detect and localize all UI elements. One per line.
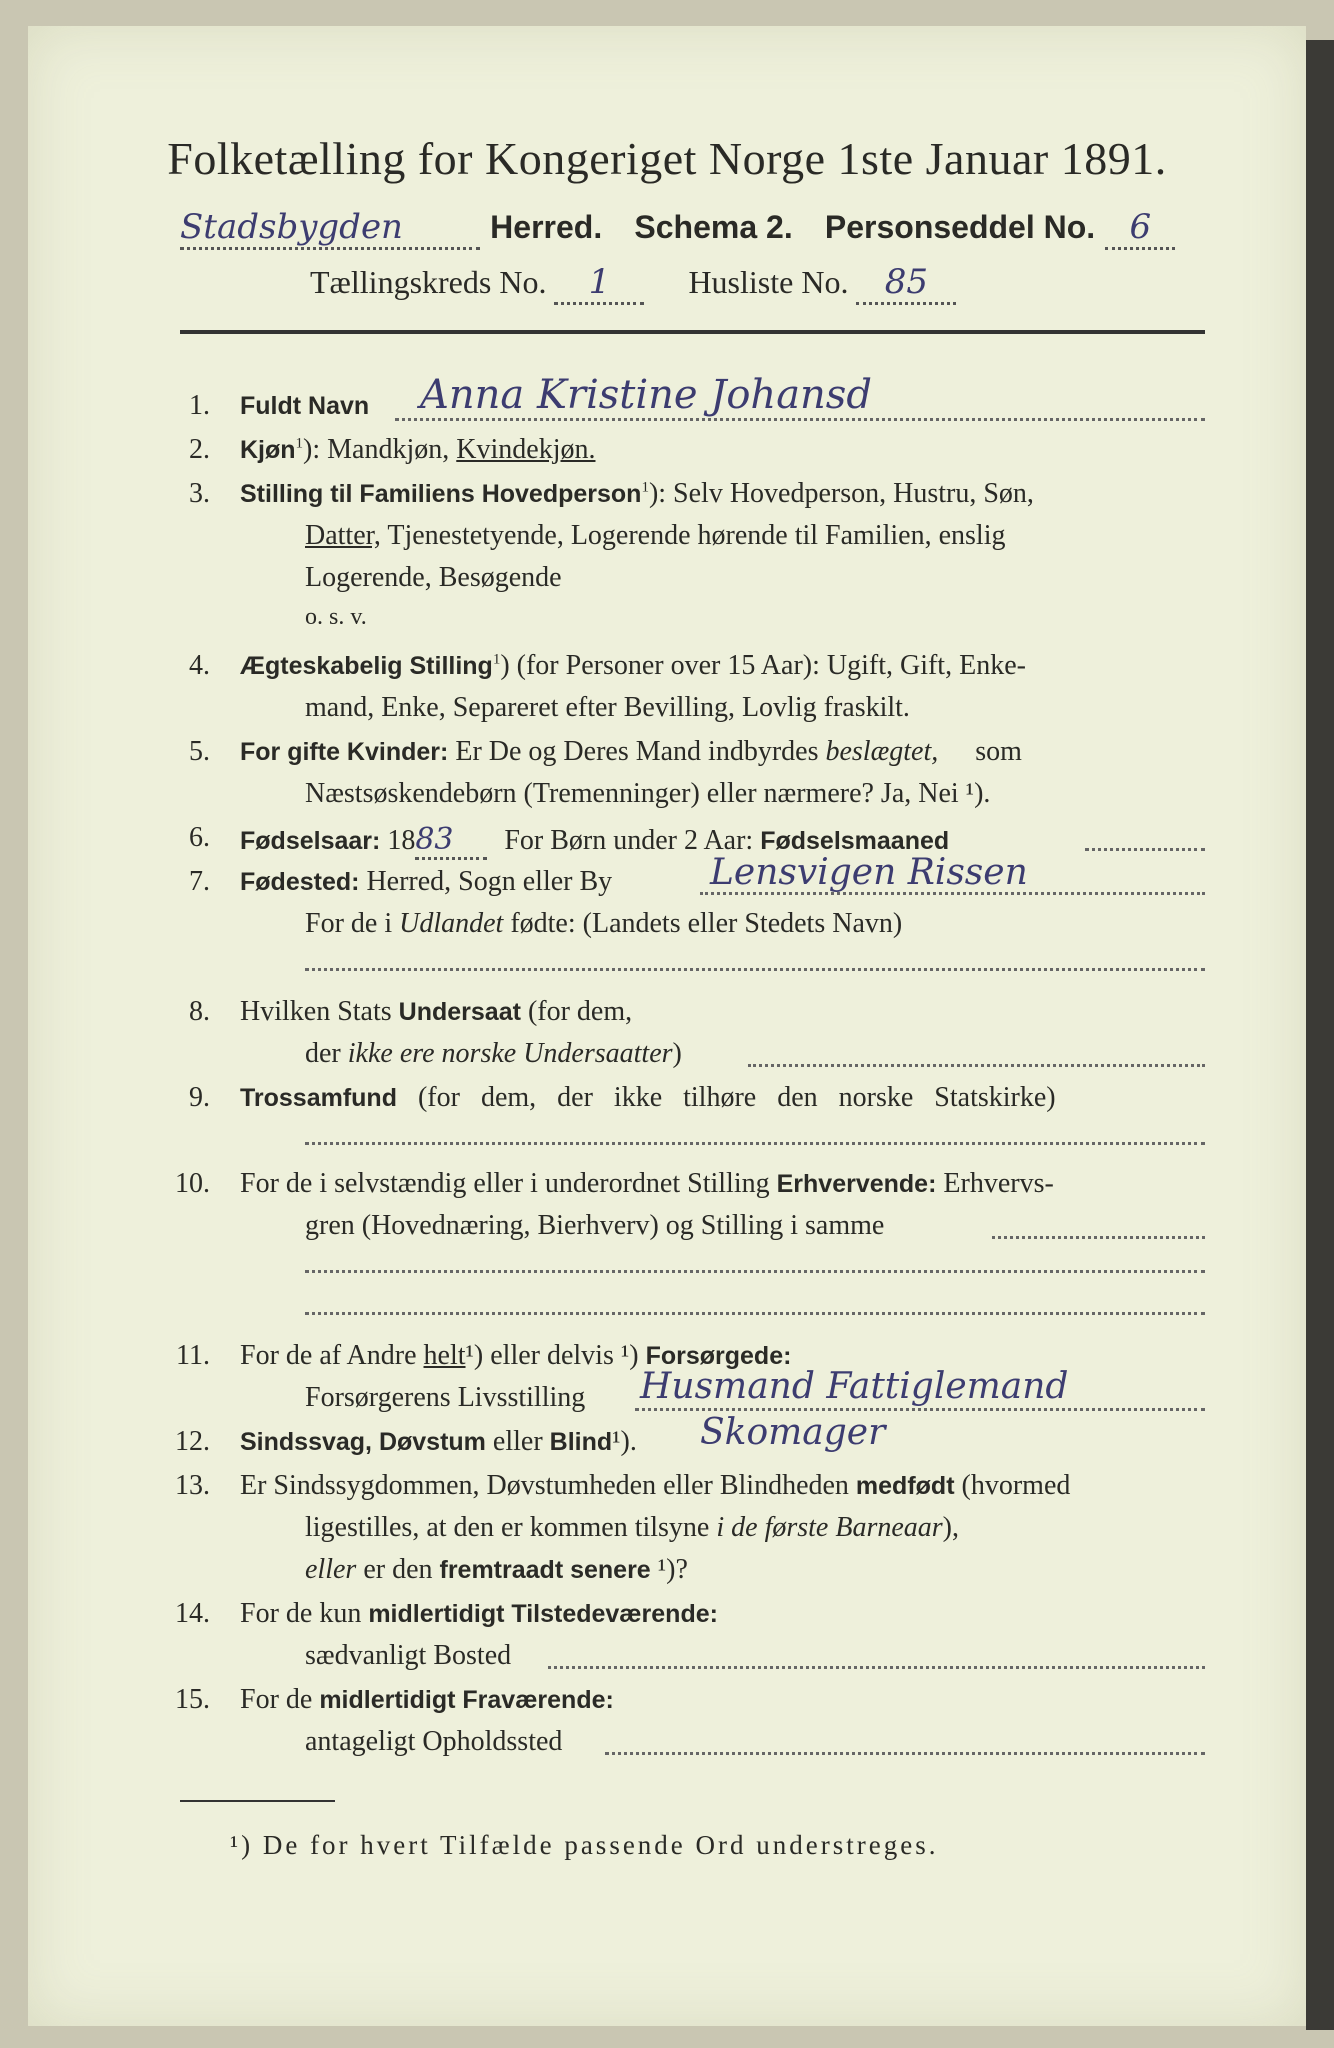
q2-number: 2. — [189, 434, 210, 465]
q14-number: 14. — [175, 1598, 210, 1629]
q15-text-2: antageligt Opholdssted — [305, 1726, 563, 1757]
herred-line — [180, 207, 1175, 250]
q3-text-1: Stilling til Familiens Hovedperson$^1$): Selv Hovedperson, Hustru, Søn, — [240, 478, 1034, 509]
q14-text-2: sædvanligt Bosted — [305, 1640, 512, 1671]
q14-text-1: For de kun midlertidigt Tilstedeværende: — [240, 1598, 718, 1629]
q7-text-2: For de i Udlandet fødte: (Landets eller Stedets Navn) — [305, 908, 903, 939]
q8-number: 8. — [189, 996, 210, 1027]
q15-label: midlertidigt Fraværende: — [319, 1686, 614, 1714]
q13-text-1: Er Sindssygdommen, Døvstumheden eller Blindheden medfødt (hvormed — [240, 1470, 1071, 1501]
q5-text-2: Næstsøskendebørn (Tremenninger) eller nærmere? Ja, Nei ¹). — [305, 778, 991, 809]
q3-selected: Datter, — [305, 520, 381, 551]
q12-value: Skomager — [700, 1412, 886, 1453]
q7-value: Lensvigen Rissen — [710, 852, 1028, 893]
q10-number: 10. — [175, 1168, 210, 1199]
q2-label: Kjøn — [240, 436, 296, 464]
q7-line — [700, 892, 1205, 895]
q8-line — [748, 1064, 1205, 1067]
footnote-rule — [180, 1800, 335, 1802]
q11-value: Husmand Fattiglemand — [640, 1366, 1069, 1407]
q15-number: 15. — [175, 1684, 210, 1715]
q1-number: 1. — [189, 390, 210, 421]
q13-text-2: ligestilles, at den er kommen tilsyne i de første Barneaar), — [305, 1512, 959, 1543]
q1-label: Fuldt Navn — [240, 392, 370, 420]
q7-text-1: Fødested: Herred, Sogn eller By — [240, 866, 613, 897]
taellingskreds-value: 1 — [554, 262, 644, 305]
q8-text-1: Hvilken Stats Undersaat (for dem, — [240, 996, 633, 1027]
q11-text-2: Forsørgerens Livsstilling — [305, 1382, 586, 1413]
q7-line-2 — [305, 968, 1205, 971]
q10-label: Erhvervende: — [776, 1170, 937, 1198]
q6-line — [1085, 848, 1205, 851]
q6-text: Fødselsaar: 1883 For Børn under 2 Aar: Fødselsmaaned — [240, 822, 949, 860]
q13-label: medfødt — [855, 1472, 955, 1500]
q15-text-1: For de midlertidigt Fraværende: — [240, 1684, 614, 1715]
q14-label: midlertidigt Tilstedeværende: — [368, 1600, 718, 1628]
q5-text-1: For gifte Kvinder: Er De og Deres Mand indbyrdes beslægtet, som — [240, 736, 1022, 767]
q6-label: Fødselsaar: — [240, 827, 381, 855]
q7-number: 7. — [189, 866, 210, 897]
q11-line — [635, 1408, 1205, 1411]
q9-label: Trossamfund — [240, 1084, 397, 1112]
q4-text-1: Ægteskabelig Stilling$^1$) (for Personer over 15 Aar): Ugift, Gift, Enke- — [240, 650, 1026, 681]
q14-line — [548, 1666, 1205, 1669]
q3-text-3: Logerende, Besøgende — [305, 562, 562, 593]
personseddel-label: Personseddel No. — [824, 209, 1096, 245]
q10-line-2 — [305, 1270, 1205, 1273]
q6-label-2: Fødselsmaaned — [760, 827, 950, 855]
q4-number: 4. — [189, 650, 210, 681]
taellingskreds-label: Tællingskreds No. — [310, 264, 547, 300]
q10-text-1: For de i selvstændig eller i underordnet Stilling Erhvervende: Erhvervs- — [240, 1168, 1054, 1199]
q8-text-2: der ikke ere norske Undersaatter) — [305, 1038, 682, 1069]
herred-label: Herred. — [490, 209, 603, 245]
taellingskreds-line — [310, 262, 956, 305]
q2-text: Kjøn$^1$): Mandkjøn, Kvindekjøn. — [240, 434, 596, 465]
q11-label: Forsørgede: — [645, 1342, 792, 1370]
q9-number: 9. — [189, 1082, 210, 1113]
q2-selected: Kvindekjøn. — [456, 434, 596, 465]
q8-label: Undersaat — [398, 998, 521, 1026]
q3-text-2: Datter, Tjenestetyende, Logerende hørende til Familien, enslig — [305, 520, 1006, 551]
q13-number: 13. — [175, 1470, 210, 1501]
q1-line — [395, 418, 1205, 421]
header-rule — [180, 330, 1205, 334]
q3-label: Stilling til Familiens Hovedperson — [240, 480, 642, 508]
q7-label: Fødested: — [240, 868, 360, 896]
q3-text-4: o. s. v. — [305, 604, 367, 630]
page-edge — [1306, 40, 1334, 2030]
husliste-value: 85 — [856, 262, 956, 305]
q10-text-2: gren (Hovednæring, Bierhverv) og Stilling i samme — [305, 1210, 885, 1241]
q15-line — [605, 1752, 1205, 1755]
q12-label: Sindssvag, Døvstum — [240, 1428, 486, 1456]
form-title: Folketælling for Kongeriget Norge 1ste Januar 1891. — [167, 133, 1167, 184]
personseddel-value: 6 — [1105, 207, 1175, 250]
q11-text-1: For de af Andre helt¹) eller delvis ¹) Forsørgede: — [240, 1340, 792, 1371]
census-form — [28, 26, 1306, 2026]
q12-text: Sindssvag, Døvstum eller Blind¹). — [240, 1426, 637, 1457]
q1-value: Anna Kristine Johansd — [420, 372, 872, 418]
q12-label-2: Blind — [549, 1428, 613, 1456]
q9-line — [305, 1142, 1205, 1145]
q6-value: 83 — [415, 822, 487, 860]
q11-number: 11. — [176, 1340, 210, 1371]
q3-number: 3. — [189, 478, 210, 509]
q10-line — [992, 1236, 1205, 1239]
q13-text-3: eller er den fremtraadt senere ¹)? — [305, 1554, 688, 1585]
schema-label: Schema 2. — [634, 209, 793, 245]
q1-text — [240, 390, 369, 422]
q4-label: Ægteskabelig Stilling — [240, 652, 493, 680]
q12-number: 12. — [175, 1426, 210, 1457]
husliste-label: Husliste No. — [688, 264, 849, 300]
q5-number: 5. — [189, 736, 210, 767]
q9-text: Trossamfund (for dem, der ikke tilhøre den norske Statskirke) — [240, 1082, 1056, 1113]
q5-label: For gifte Kvinder: — [240, 738, 449, 766]
q11-selected: helt — [423, 1340, 466, 1371]
footnote: ¹) De for hvert Tilfælde passende Ord understreges. — [230, 1830, 939, 1860]
q10-line-3 — [305, 1312, 1205, 1315]
herred-value: Stadsbygden — [180, 207, 480, 250]
q4-text-2: mand, Enke, Separeret efter Bevilling, Lovlig fraskilt. — [305, 692, 910, 723]
q13-label-3: fremtraadt senere — [439, 1556, 651, 1584]
q6-number: 6. — [189, 822, 210, 853]
